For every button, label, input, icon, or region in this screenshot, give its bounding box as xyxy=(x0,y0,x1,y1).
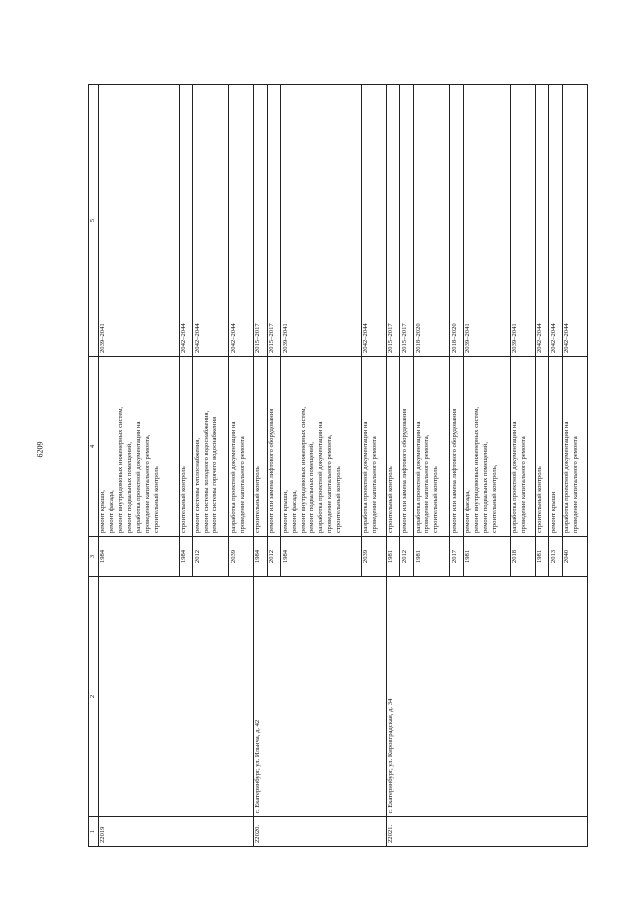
construction-year: 2039 xyxy=(229,537,254,577)
work-item: проведение капитального ремонта xyxy=(572,436,580,533)
work-item: разработка проектной документации на xyxy=(563,421,571,533)
header-row xyxy=(89,85,99,847)
work-item: ремонт крыши, xyxy=(99,490,107,533)
construction-year: 2013 xyxy=(549,537,563,577)
works-list xyxy=(535,357,549,537)
repair-schedule-table xyxy=(88,84,588,847)
work-item: разработка проектной документации на xyxy=(229,421,237,533)
work-item: ремонт подвальных помещений, xyxy=(126,442,134,533)
work-item: строительный контроль xyxy=(536,466,544,533)
works-list xyxy=(193,357,229,537)
work-item: ремонт внутридомовых инженерных систем, xyxy=(117,406,125,533)
header-col-3: 3 xyxy=(89,537,99,577)
works-list xyxy=(450,357,464,537)
repair-period: 2042–2044 xyxy=(229,85,254,357)
works-list xyxy=(463,357,510,537)
works-list xyxy=(562,357,587,537)
header-col-5: 5 xyxy=(89,85,99,357)
repair-period: 2042–2044 xyxy=(549,85,563,357)
work-item: строительный контроль xyxy=(335,466,343,533)
work-item: ремонт крыши, xyxy=(281,490,289,533)
object-address: г. Екатеринбург, ул. Ильича, д. 42 xyxy=(253,577,386,817)
work-item: разработка проектной документации на xyxy=(362,421,370,533)
works-list xyxy=(414,357,450,537)
repair-period: 2039–2041 xyxy=(281,85,362,357)
work-item: ремонт подвальных помещений, xyxy=(481,442,489,533)
object-address xyxy=(98,577,253,817)
work-item: проведение капитального ремонта xyxy=(520,436,528,533)
construction-year: 1981 xyxy=(535,537,549,577)
work-item: ремонт фасада, xyxy=(108,490,116,533)
work-item: проведение капитального ремонта, xyxy=(423,434,431,533)
table-row xyxy=(98,85,179,847)
construction-year: 2012 xyxy=(400,537,414,577)
work-item: ремонт фасада, xyxy=(464,490,472,533)
repair-period: 2015–2017 xyxy=(400,85,414,357)
page-number: 6209 xyxy=(35,441,45,458)
works-list xyxy=(386,357,400,537)
object-number: 22019 xyxy=(98,817,253,847)
work-item: ремонт системы горячего водоснабжения xyxy=(211,416,219,533)
work-item: строительный контроль xyxy=(180,466,188,533)
rotated-table-container xyxy=(88,85,588,847)
table-row xyxy=(253,85,267,847)
work-item: ремонт или замена лифтового оборудования xyxy=(268,408,276,533)
repair-period: 2042–2044 xyxy=(179,85,193,357)
object-number: 22020. xyxy=(253,817,386,847)
table-row xyxy=(386,85,400,847)
work-item: разработка проектной документации на xyxy=(414,421,422,533)
work-item: разработка проектной документации на xyxy=(134,421,142,533)
repair-period: 2039–2041 xyxy=(98,85,179,357)
work-item: ремонт внутридомовых инженерных систем, xyxy=(473,406,481,533)
repair-period: 2042–2044 xyxy=(562,85,587,357)
work-item: разработка проектной документации на xyxy=(511,421,519,533)
object-address: г. Екатеринбург, ул. Кировградская, д. 34 xyxy=(386,577,587,817)
work-item: ремонт подвальных помещений, xyxy=(308,442,316,533)
work-item: проведение капитального ремонта, xyxy=(143,434,151,533)
construction-year: 2012 xyxy=(267,537,281,577)
construction-year: 1984 xyxy=(179,537,193,577)
work-item: строительный контроль xyxy=(387,466,395,533)
works-list xyxy=(267,357,281,537)
work-item: ремонт внутридомовых инженерных систем, xyxy=(299,406,307,533)
work-item: разработка проектной документации на xyxy=(317,421,325,533)
repair-period: 2042–2044 xyxy=(535,85,549,357)
construction-year: 2012 xyxy=(193,537,229,577)
construction-year: 1981 xyxy=(386,537,400,577)
construction-year: 1981 xyxy=(414,537,450,577)
work-item: ремонт системы холодного водоснабжения, xyxy=(202,410,210,533)
header-col-2: 2 xyxy=(89,577,99,817)
construction-year: 1984 xyxy=(281,537,362,577)
header-col-1: 1 xyxy=(89,817,99,847)
object-number: 22021. xyxy=(386,817,587,847)
work-item: ремонт или замена лифтового оборудования xyxy=(450,408,458,533)
repair-period: 2042–2044 xyxy=(361,85,386,357)
work-item: ремонт фасада, xyxy=(290,490,298,533)
work-item: ремонт системы теплоснабжения, xyxy=(193,438,201,533)
repair-period: 2015–2017 xyxy=(386,85,400,357)
work-item: строительный контроль xyxy=(432,466,440,533)
work-item: строительный контроль xyxy=(254,466,262,533)
header-col-4: 4 xyxy=(89,357,99,537)
repair-period: 2039–2041 xyxy=(463,85,510,357)
works-list xyxy=(361,357,386,537)
works-list xyxy=(281,357,362,537)
work-item: строительный контроль xyxy=(152,466,160,533)
works-list xyxy=(510,357,535,537)
construction-year: 2018 xyxy=(510,537,535,577)
construction-year: 1984 xyxy=(253,537,267,577)
construction-year: 2039 xyxy=(361,537,386,577)
work-item: проведение капитального ремонта xyxy=(371,436,379,533)
works-list xyxy=(549,357,563,537)
works-list xyxy=(98,357,179,537)
repair-period: 2042–2044 xyxy=(193,85,229,357)
repair-period: 2015–2017 xyxy=(267,85,281,357)
table-body xyxy=(98,85,587,847)
work-item: проведение капитального ремонта xyxy=(238,436,246,533)
work-item: ремонт крыши xyxy=(549,491,557,533)
works-list xyxy=(400,357,414,537)
work-item: ремонт или замена лифтового оборудования xyxy=(400,408,408,533)
repair-period: 2015–2017 xyxy=(253,85,267,357)
construction-year: 2040 xyxy=(562,537,587,577)
construction-year: 1984 xyxy=(98,537,179,577)
construction-year: 2017 xyxy=(450,537,464,577)
construction-year: 1981 xyxy=(463,537,510,577)
works-list xyxy=(229,357,254,537)
works-list xyxy=(179,357,193,537)
repair-period: 2039–2041 xyxy=(510,85,535,357)
works-list xyxy=(253,357,267,537)
repair-period: 2018–2020 xyxy=(414,85,450,357)
work-item: проведение капитального ремонта, xyxy=(326,434,334,533)
work-item: строительный контроль, xyxy=(490,464,498,533)
repair-period: 2018–2020 xyxy=(450,85,464,357)
